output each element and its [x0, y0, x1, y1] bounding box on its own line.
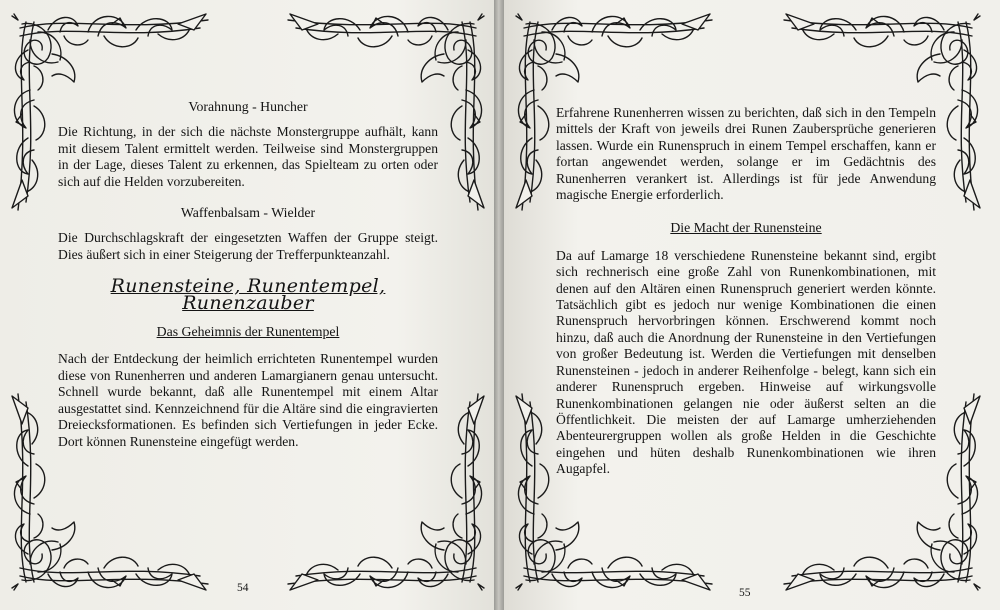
right-page-text [556, 105, 936, 478]
heading-macht: Die Macht der Runensteine [670, 220, 822, 236]
paragraph-intro: Erfahrene Runenherren wissen zu berichten, daß sich in den Tempeln mittels der Kraft von jeweils drei Runen Zaubersprüche generieren lassen. Wurde ein Runenspruch in einem Tempel erschaffen, kann er fortan angewendet werden, solange er im Gedächtnis des Runenherren verankert ist. Allerdings ist für jede Anwendung magische Energie erforderlich. [556, 105, 936, 203]
heading-waffenbalsam: Waffenbalsam - Wielder [180, 205, 316, 221]
left-page [0, 0, 496, 610]
heading-vorahnung: Vorahnung - Huncher [188, 99, 308, 114]
page-number-right: 55 [739, 587, 751, 599]
heading-geheimnis: Das Geheimnis der Runentempel [156, 324, 340, 340]
paragraph-vorahnung: Die Richtung, in der sich die nächste Monstergruppe aufhält, kann mit diesem Talent ermittelt werden. Teilweise sind Monstergruppen in der Lage, dieses Talent zu erkennen, das Spielteam zu orten oder sich auf die Helden vorzubereiten. [58, 124, 438, 189]
right-page [504, 0, 1000, 610]
page-number-left: 54 [237, 582, 249, 594]
left-page-text [58, 99, 438, 450]
chapter-title: Runensteine, Runentempel, Runenzauber [110, 275, 386, 314]
paragraph-geheimnis: Nach der Entdeckung der heimlich errichteten Runentempel wurden diese von Runenherren und anderen Lamargianern genau untersucht. Schnell wurde bekannt, daß alle Runentempel mit einem Altar ausgestattet sind. Kennzeichnend für die Altäre sind die eingravierten Dreiecksformationen. Es befinden sich Vertiefungen in jeder Ecke. Dort können Runensteine eingefügt werden. [58, 351, 438, 449]
paragraph-waffenbalsam: Die Durchschlagskraft der eingesetzten Waffen der Gruppe steigt. Dies äußert sich in einer Steigerung der Trefferpunkteanzahl. [58, 230, 438, 262]
paragraph-macht: Da auf Lamarge 18 verschiedene Runensteine bekannt sind, ergibt sich rechnerisch eine große Zahl von Runenkombinationen, mit denen auf den Altären einen Runenspruch generiert werden könnte. Tatsächlich gibt es jedoch nur wenige Kombinationen die einen Runenspruch hervorbringen können. Erschwerend kommt noch hinzu, daß auch die Anordnung der Runensteine in den Vertiefungen von großer Bedeutung ist. Werden die Vertiefungen mit denselben Runensteinen - jedoch in anderer Reihenfolge - belegt, kann sich ein anderer Runenspruch ergeben. Hinweise auf wirkungsvolle Runenkombinationen gelangen nie oder äußerst selten an die Öffentlichkeit. Die meisten der auf Lamarge umherziehenden Abenteurergruppen wollen als große Helden in die Geschichte eingehen und hüten deshalb Runenkombinationen wie ihren Augapfel. [556, 247, 936, 477]
